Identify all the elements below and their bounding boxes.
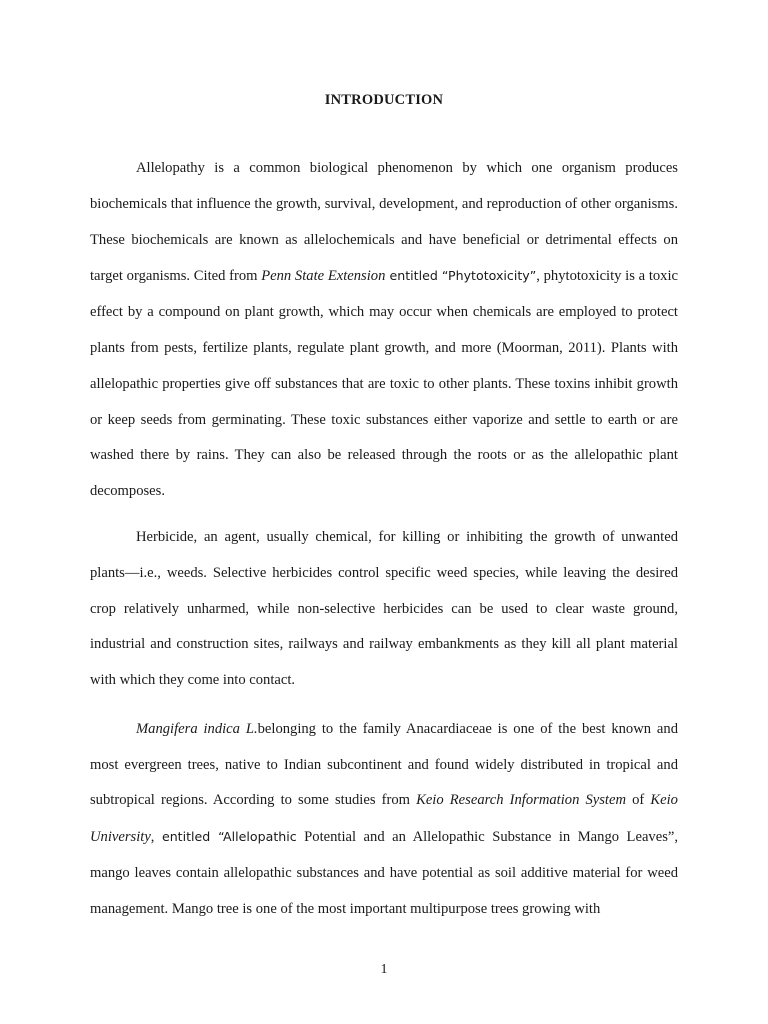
paragraph-text: Herbicide, an agent, usually chemical, for killing or inhibiting the growth of unwanted plants—i.e., weeds. Selective herbicides control specific weed species, while leaving the desired crop relatively unharmed, while non-selective herbicides can be used to clear waste ground, industrial and construction sites, railways and railway embankments as they kill all plant material with which they come into contact. bbox=[90, 529, 678, 689]
paragraph-text-run: Potential and an Allelopathic Substance in Mango Leaves”, mango leaves contain allelopathic substances and have potential as soil additive material for weed management. Mango tree is one of the most important multipurpose trees growing with bbox=[90, 829, 678, 917]
entitled-phrase: entitled “Allelopathic bbox=[161, 829, 297, 845]
paragraph-text-run: belonging to the family Anacardiaceae is one of the best known and most evergreen trees, native to Indian subcontinent and found widely distributed in tropical and subtropical regions. According to some studies from bbox=[90, 721, 679, 809]
paragraph-herbicide bbox=[90, 520, 678, 699]
paragraph-text bbox=[90, 712, 678, 927]
paragraph-text-run: , bbox=[150, 829, 162, 846]
paragraph-text-run: of bbox=[626, 792, 651, 809]
source-title-italic: Penn State Extension bbox=[261, 268, 386, 285]
section-heading: INTRODUCTION bbox=[324, 92, 444, 108]
university-name-italic: Keio University bbox=[90, 792, 678, 846]
entitled-phrase: entitled “Phytotoxicity” bbox=[385, 268, 537, 284]
paragraph-allelopathy bbox=[90, 151, 678, 510]
species-name-italic: Mangifera indica L. bbox=[136, 721, 258, 737]
paragraph-text-run: , phytotoxicity is a toxic effect by a compound on plant growth, which may occur when chemicals are employed to protect plants from pests, fertilize plants, regulate plant growth, and more (Moorman, 2011). Plants with allelopathic properties give off substances that are toxic to other plants. These toxins inhibit growth or keep seeds from germinating. These toxic substances either vaporize and settle to earth or are washed there by rains. They can also be released through the roots or as the allelopathic plant decomposes. bbox=[90, 268, 679, 500]
paragraph-text bbox=[90, 151, 678, 510]
page-number: 1 bbox=[380, 962, 388, 977]
paragraph-text-run: Allelopathy is a common biological phenomenon by which one organism produces biochemicals that influence the growth, survival, development, and reproduction of other organisms. These biochemicals are known as allelochemicals and have beneficial or detrimental effects on target organisms. Cited from bbox=[90, 160, 678, 285]
paragraph-mango bbox=[90, 712, 678, 927]
source-title-italic: Keio Research Information System bbox=[416, 792, 627, 809]
